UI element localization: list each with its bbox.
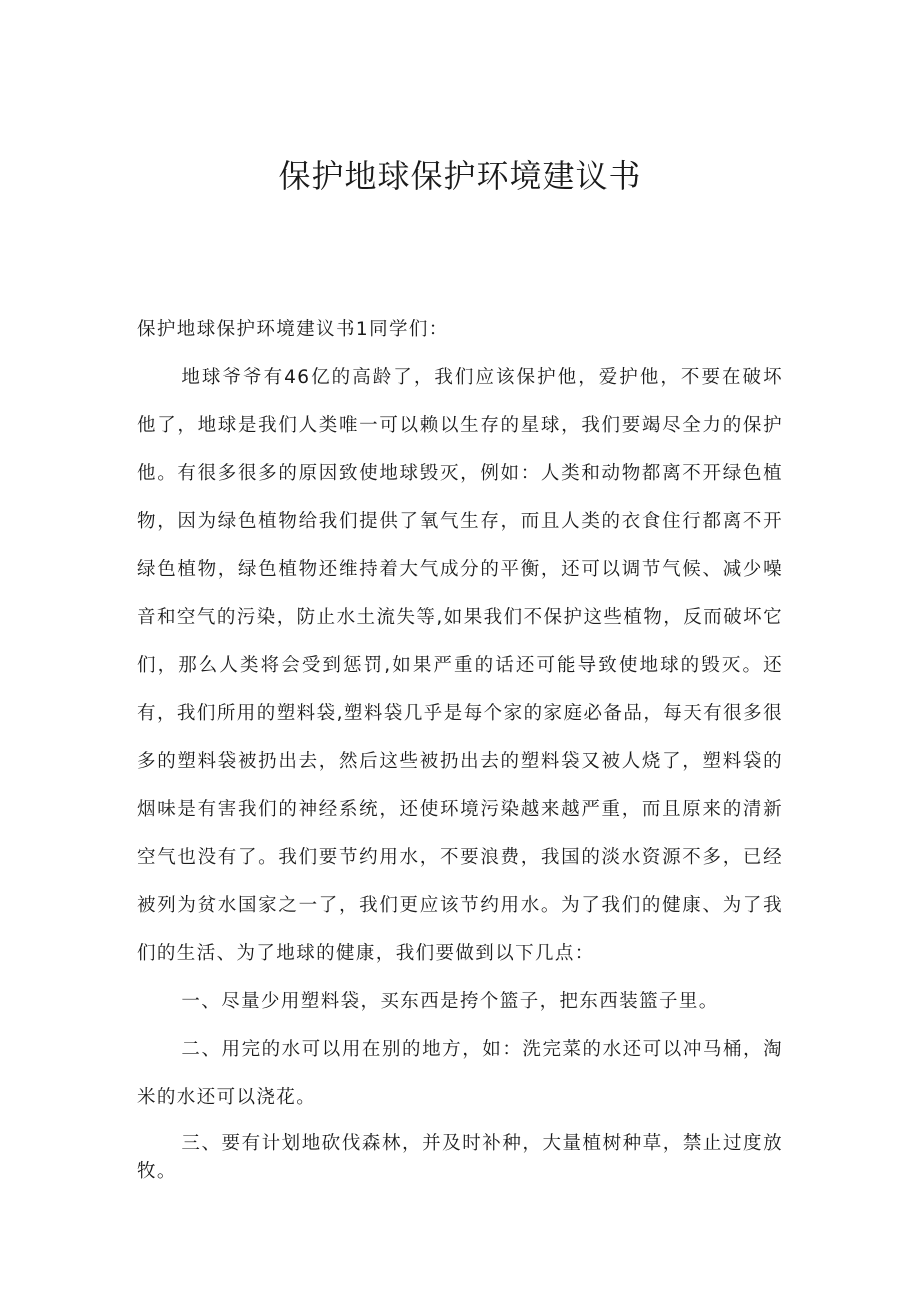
point-1: 一、尽量少用塑料袋，买东西是挎个篮子，把东西装篮子里。 — [181, 991, 719, 1012]
point-3: 三、要有计划地砍伐森林，并及时补种，大量植树种草，禁止过度放牧。 — [137, 1133, 783, 1182]
point-2: 二、用完的水可以用在别的地方，如：洗完菜的水还可以冲马桶，淘米的水还可以浇花。 — [137, 1039, 783, 1108]
salutation: 保护地球保护环境建议书1同学们： — [137, 319, 449, 340]
document-title: 保护地球保护环境建议书 — [278, 157, 642, 195]
paragraph-main: 地球爷爷有46亿的高龄了，我们应该保护他，爱护他，不要在破坏他了，地球是我们人类唯一可以赖以生存的星球，我们要竭尽全力的保护他。有很多很多的原因致使地球毁灭，例如：人类和动物都离不开绿色植物，因为绿色植物给我们提供了氧气生存，而且人类的衣食住行都离不开绿色植物，绿色植物还维持着大气成分的平衡，还可以调节气候、减少噪音和空气的污染，防止水土流失等,如果我们不保护这些植物，反而破坏它们，那么人类将会受到惩罚,如果严重的话还可能导致使地球的毁灭。还有，我们所用的塑料袋,塑料袋几乎是每个家的家庭必备品，每天有很多很多的塑料袋被扔出去，然后这些被扔出去的塑料袋又被人烧了，塑料袋的烟味是有害我们的神经系统，还使环境污染越来越严重，而且原来的清新空气也没有了。我们要节约用水，不要浪费，我国的淡水资源不多，已经被列为贫水国家之一了，我们更应该节约用水。为了我们的健康、为了我们的生活、为了地球的健康，我们要做到以下几点： — [137, 367, 783, 964]
document-body — [137, 306, 783, 1186]
